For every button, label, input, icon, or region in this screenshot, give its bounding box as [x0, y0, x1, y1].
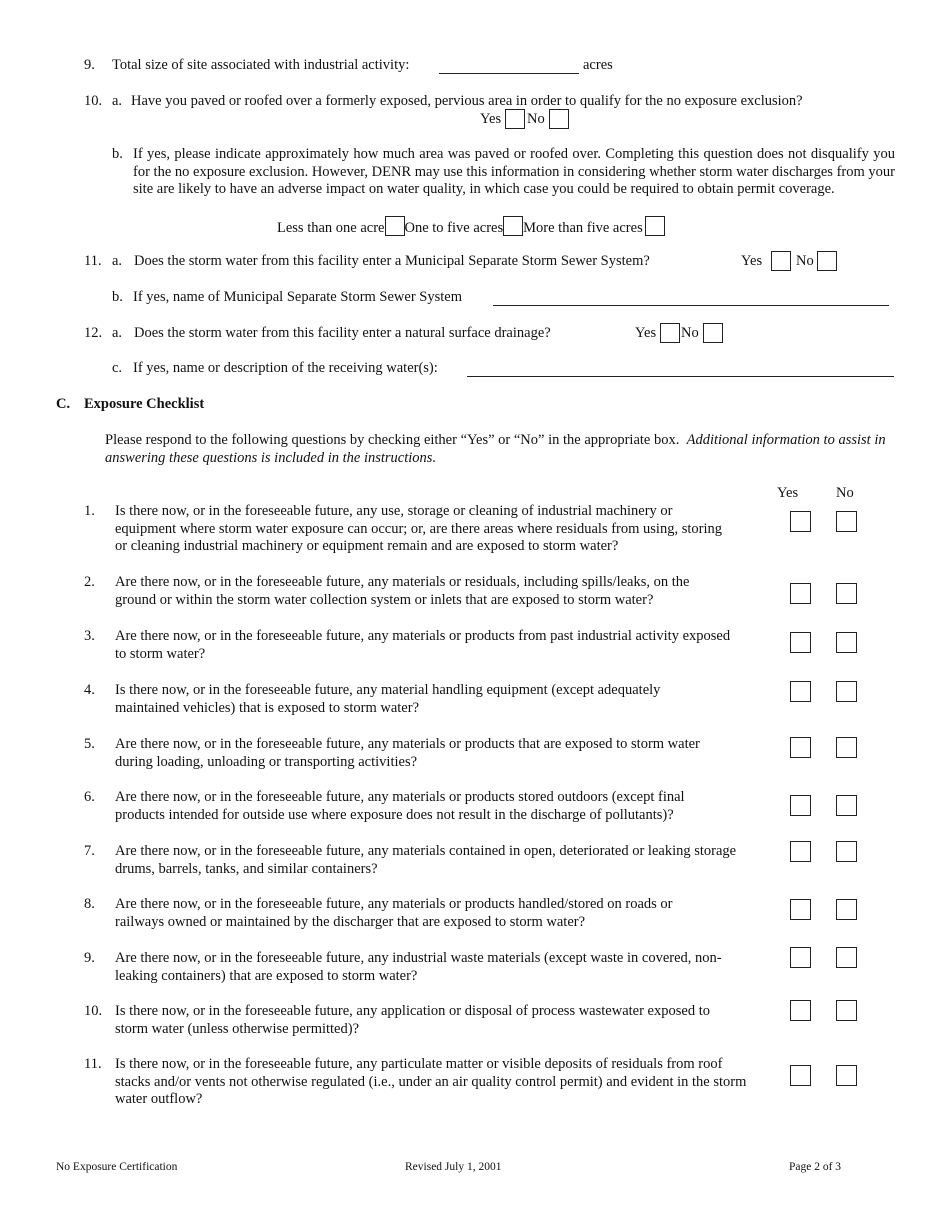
column-no-header: No	[836, 485, 854, 501]
q12a-no-checkbox[interactable]	[703, 323, 723, 343]
q11a-yes-label: Yes	[741, 253, 763, 269]
q12-number: 12.	[84, 325, 103, 341]
q12c-question: If yes, name or description of the receiving water(s):	[133, 360, 438, 376]
item-number: 4.	[84, 682, 95, 698]
item-number: 6.	[84, 789, 95, 805]
footer-document-name: No Exposure Certification	[56, 1161, 178, 1173]
item-question: Is there now, or in the foreseeable future, any material handling equipment (except adequately maintained vehicles) that is exposed to storm water?	[115, 682, 661, 716]
q12a-question: Does the storm water from this facility enter a natural surface drainage?	[134, 325, 551, 341]
opt-more-than-five-acres-label: More than five acres	[523, 220, 643, 236]
item-6-yes-checkbox[interactable]	[790, 795, 811, 816]
item-number: 11.	[84, 1056, 102, 1072]
opt-one-to-five-acres-checkbox[interactable]	[503, 216, 523, 236]
item-number: 7.	[84, 843, 95, 859]
section-c-intro-text: Please respond to the following questions by checking either “Yes” or “No” in the appropriate box.	[105, 432, 680, 448]
item-question: Are there now, or in the foreseeable future, any industrial waste materials (except waste in covered, non-leaking containers) that are exposed to storm water?	[115, 950, 722, 984]
item-1-no-checkbox[interactable]	[836, 511, 857, 532]
q12a-yes-label: Yes	[635, 325, 657, 341]
item-11-no-checkbox[interactable]	[836, 1065, 857, 1086]
q11a-yes-checkbox[interactable]	[771, 251, 791, 271]
item-2-yes-checkbox[interactable]	[790, 583, 811, 604]
section-c-title: Exposure Checklist	[84, 396, 205, 412]
q11a-question: Does the storm water from this facility enter a Municipal Separate Storm Sewer System?	[134, 253, 650, 269]
q12a-no-label: No	[681, 325, 699, 341]
q10b-question: If yes, please indicate approximately how much area was paved or roofed over. Completing this question does not disqualify you for the no exposure exclusion. However, DENR may use this information in considering whether storm water discharges from your site are likely to have an adverse impact on water quality, in which case you could be required to obtain permit coverage.	[133, 146, 895, 197]
item-question: Are there now, or in the foreseeable future, any materials or products handled/stored on roads or railways owned or maintained by the discharger that are exposed to storm water?	[115, 896, 673, 930]
q11a-no-checkbox[interactable]	[817, 251, 837, 271]
q10a-no-label: No	[527, 111, 545, 127]
q10a-label: a.	[112, 93, 123, 109]
item-1-yes-checkbox[interactable]	[790, 511, 811, 532]
item-2-no-checkbox[interactable]	[836, 583, 857, 604]
q10a-yes-checkbox[interactable]	[505, 109, 525, 129]
q11b-question: If yes, name of Municipal Separate Storm Sewer System	[133, 289, 462, 305]
item-number: 8.	[84, 896, 95, 912]
q10a-no-checkbox[interactable]	[549, 109, 569, 129]
item-6-no-checkbox[interactable]	[836, 795, 857, 816]
q12a-yes-checkbox[interactable]	[660, 323, 680, 343]
item-question: Is there now, or in the foreseeable future, any particulate matter or visible deposits of residuals from roof stacks and/or vents not otherwise regulated (i.e., under an air quality control permit) and evident in the storm water outflow?	[115, 1056, 747, 1107]
opt-less-than-one-acre-label: Less than one acre	[277, 220, 385, 236]
item-8-no-checkbox[interactable]	[836, 899, 857, 920]
opt-more-than-five-acres-checkbox[interactable]	[645, 216, 665, 236]
q12a-label: a.	[112, 325, 123, 341]
q10-number: 10.	[84, 93, 103, 109]
item-question: Is there now, or in the foreseeable future, any use, storage or cleaning of industrial machinery or equipment where storm water exposure can occur; or, are there areas where residuals from using, storing or cleaning industrial machinery or equipment remain and are exposed to storm water?	[115, 503, 722, 554]
item-3-yes-checkbox[interactable]	[790, 632, 811, 653]
ms4-name-input[interactable]	[493, 289, 889, 306]
item-3-no-checkbox[interactable]	[836, 632, 857, 653]
item-11-yes-checkbox[interactable]	[790, 1065, 811, 1086]
column-yes-header: Yes	[777, 485, 799, 501]
receiving-water-input[interactable]	[467, 360, 894, 377]
item-number: 1.	[84, 503, 95, 519]
item-question: Are there now, or in the foreseeable future, any materials or products stored outdoors (except final products intended for outside use where exposure does not result in the discharge of pollutants)?	[115, 789, 685, 823]
item-4-yes-checkbox[interactable]	[790, 681, 811, 702]
item-number: 5.	[84, 736, 95, 752]
footer-page-number: Page 2 of 3	[789, 1161, 842, 1173]
item-question: Is there now, or in the foreseeable future, any application or disposal of process wastewater exposed to storm water (unless otherwise permitted)?	[115, 1003, 710, 1037]
item-number: 3.	[84, 628, 95, 644]
item-7-no-checkbox[interactable]	[836, 841, 857, 862]
item-number: 2.	[84, 574, 95, 590]
section-c-intro	[105, 432, 895, 467]
site-size-input[interactable]	[439, 57, 579, 74]
q9-label: Total size of site associated with industrial activity:	[112, 57, 410, 73]
item-9-no-checkbox[interactable]	[836, 947, 857, 968]
item-question: Are there now, or in the foreseeable future, any materials or products that are exposed to storm water during loading, unloading or transporting activities?	[115, 736, 700, 770]
q10b-options	[277, 216, 665, 238]
item-8-yes-checkbox[interactable]	[790, 899, 811, 920]
q11b-label: b.	[112, 289, 123, 305]
q11a-label: a.	[112, 253, 123, 269]
item-10-yes-checkbox[interactable]	[790, 1000, 811, 1021]
q12c-label: c.	[112, 360, 123, 376]
section-c-letter: C.	[56, 396, 71, 412]
item-number: 10.	[84, 1003, 103, 1019]
item-10-no-checkbox[interactable]	[836, 1000, 857, 1021]
item-5-no-checkbox[interactable]	[836, 737, 857, 758]
q10a-question: Have you paved or roofed over a formerly exposed, pervious area in order to qualify for the no exposure exclusion?	[131, 93, 803, 109]
item-question: Are there now, or in the foreseeable future, any materials or products from past industrial activity exposed to storm water?	[115, 628, 731, 662]
opt-less-than-one-acre-checkbox[interactable]	[385, 216, 405, 236]
item-5-yes-checkbox[interactable]	[790, 737, 811, 758]
q11-number: 11.	[84, 253, 102, 269]
item-4-no-checkbox[interactable]	[836, 681, 857, 702]
opt-one-to-five-acres-label: One to five acres	[404, 220, 504, 236]
q10a-yes-label: Yes	[480, 111, 502, 127]
item-question: Are there now, or in the foreseeable future, any materials or residuals, including spills/leaks, on the ground or within the storm water collection system or inlets that are exposed to storm water?	[115, 574, 690, 608]
q10b-label: b.	[112, 146, 123, 162]
q9-number: 9.	[84, 57, 95, 73]
item-9-yes-checkbox[interactable]	[790, 947, 811, 968]
item-question: Are there now, or in the foreseeable future, any materials contained in open, deteriorated or leaking storage drums, barrels, tanks, and similar containers?	[115, 843, 737, 877]
section-c-intro-italic: Additional information to assist in answering these questions is included in the instructions.	[105, 432, 886, 466]
item-number: 9.	[84, 950, 95, 966]
item-7-yes-checkbox[interactable]	[790, 841, 811, 862]
q11a-no-label: No	[796, 253, 814, 269]
footer-revision-date: Revised July 1, 2001	[405, 1161, 502, 1173]
q9-unit: acres	[583, 57, 613, 73]
